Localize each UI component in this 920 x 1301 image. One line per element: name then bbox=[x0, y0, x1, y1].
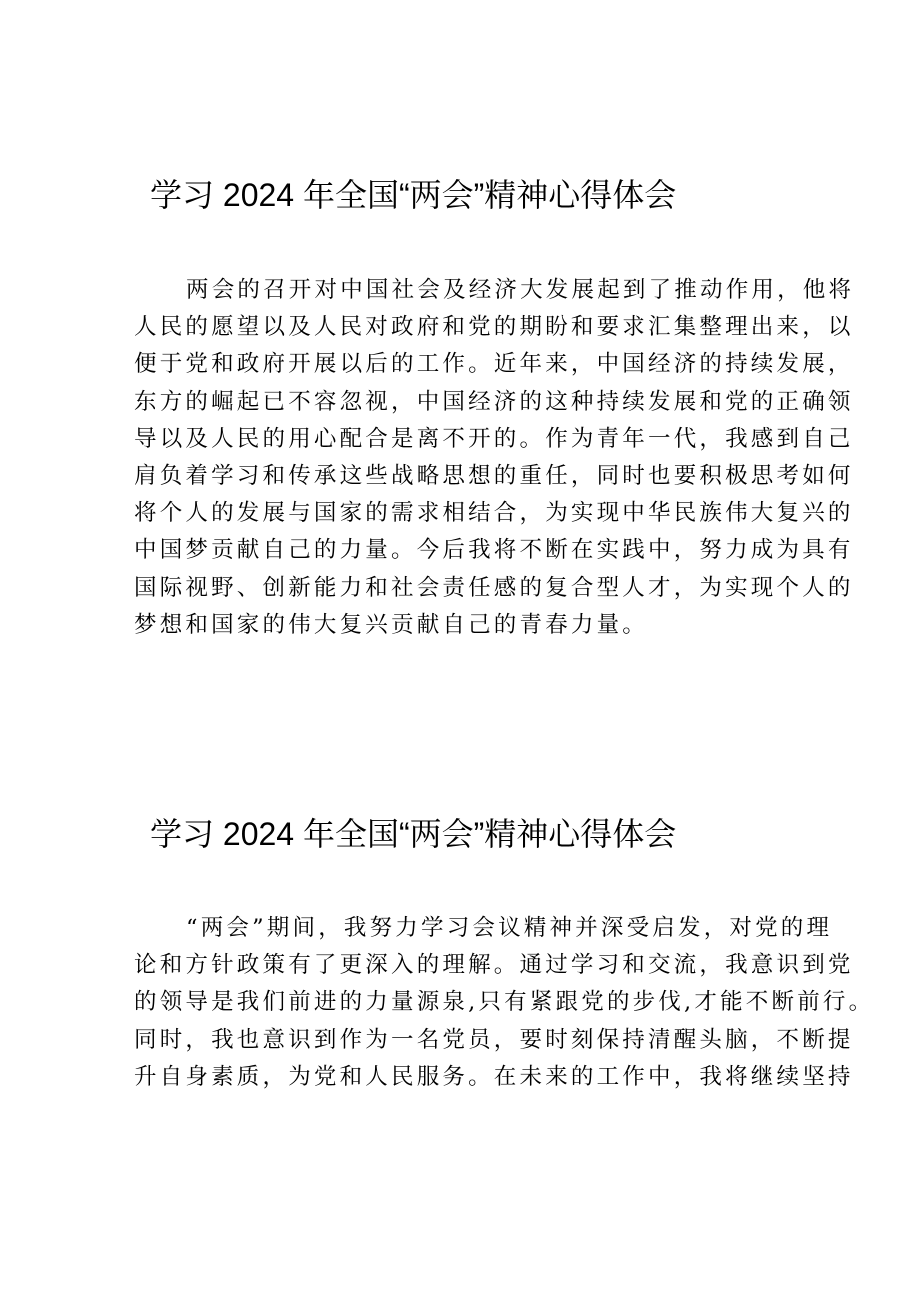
paragraph-line: 便于党和政府开展以后的工作。近年来，中国经济的持续发展， bbox=[134, 351, 854, 378]
section-1-title: 学习 2024 年全国“两会”精神心得体会 bbox=[150, 177, 677, 213]
paragraph-line bbox=[134, 272, 855, 309]
paragraph-line bbox=[134, 910, 833, 947]
section-2-title: 学习 2024 年全国“两会”精神心得体会 bbox=[150, 816, 677, 852]
paragraph-line: 中国梦贡献自己的力量。今后我将不断在实践中，努力成为具有 bbox=[134, 537, 854, 564]
paragraph-line: 肩负着学习和传承这些战略思想的重任，同时也要积极思考如何 bbox=[134, 462, 854, 489]
paragraph-line: 国际视野、创新能力和社会责任感的复合型人才，为实现个人的 bbox=[134, 574, 854, 601]
paragraph-line: 将个人的发展与国家的需求相结合，为实现中华民族伟大复兴的 bbox=[134, 500, 854, 527]
paragraph-line-text: “两会”期间，我努力学习会议精神并深受启发，对党的理 bbox=[186, 915, 833, 941]
paragraph-line: 论和方针政策有了更深入的理解。通过学习和交流，我意识到党 bbox=[134, 952, 854, 979]
paragraph-line: 升自身素质，为党和人民服务。在未来的工作中，我将继续坚持 bbox=[134, 1063, 854, 1090]
paragraph-line-text: 两会的召开对中国社会及经济大发展起到了推动作用，他将 bbox=[186, 277, 855, 303]
section-1-body bbox=[134, 272, 855, 644]
paragraph-line: 的领导是我们前进的力量源泉,只有紧跟党的步伐,才能不断前行。 bbox=[134, 989, 875, 1016]
paragraph-line: 同时，我也意识到作为一名党员，要时刻保持清醒头脑，不断提 bbox=[134, 1026, 854, 1053]
paragraph-line: 导以及人民的用心配合是离不开的。作为青年一代，我感到自己 bbox=[134, 425, 854, 452]
paragraph-line: 人民的愿望以及人民对政府和党的期盼和要求汇集整理出来，以 bbox=[134, 314, 854, 341]
paragraph-line: 东方的崛起已不容忽视，中国经济的这种持续发展和党的正确领 bbox=[134, 388, 854, 415]
section-2-body bbox=[134, 910, 875, 1096]
paragraph-line: 梦想和国家的伟大复兴贡献自己的青春力量。 bbox=[134, 611, 649, 638]
